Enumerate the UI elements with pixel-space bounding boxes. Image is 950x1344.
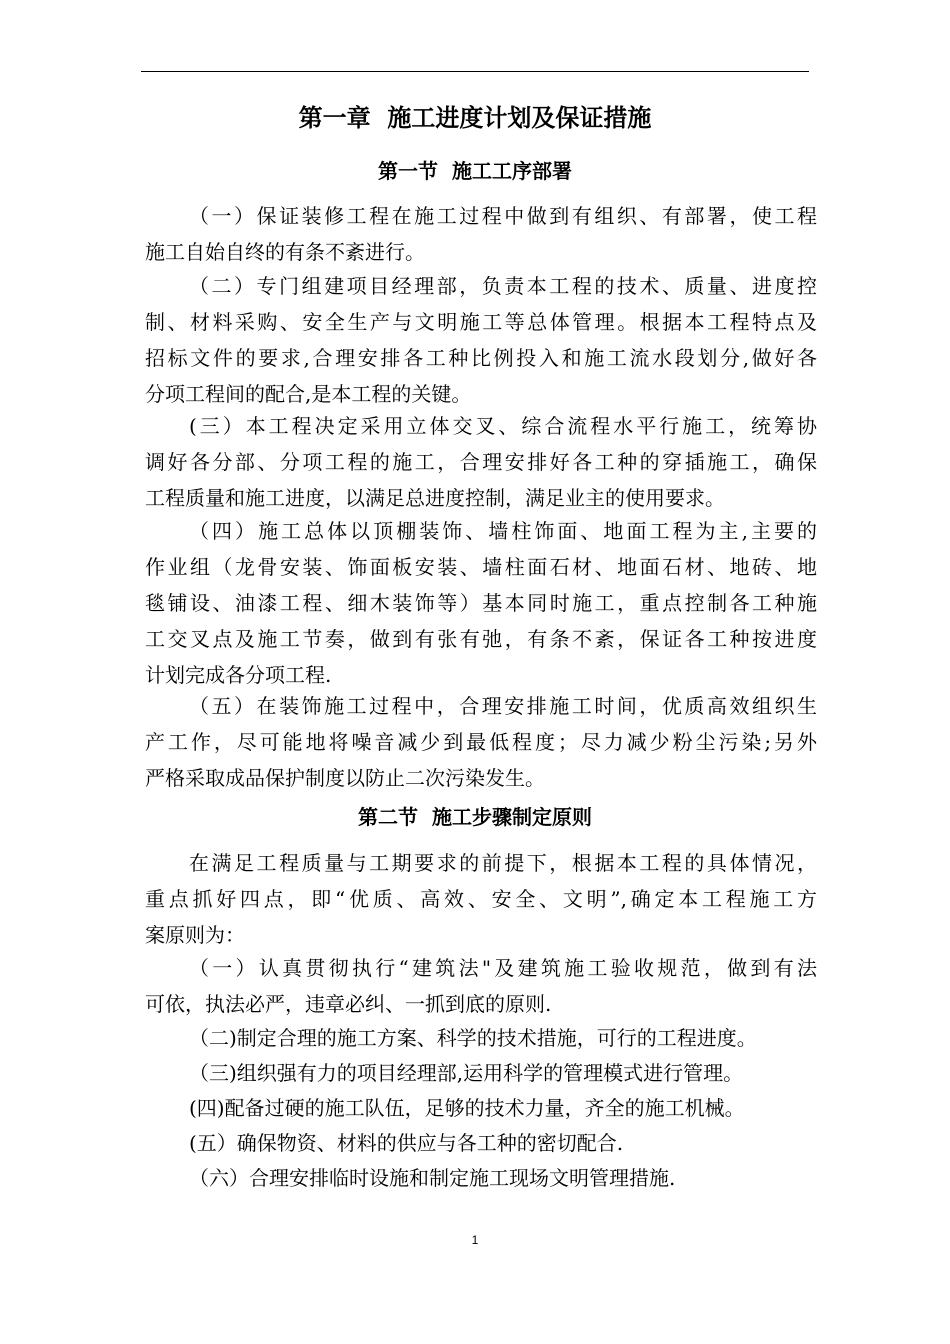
paragraph-line: （二）专门组建项目经理部，负责本工程的技术、质量、进度控 (189, 274, 817, 298)
header-rule (141, 71, 809, 72)
paragraph-line: 作业组（龙骨安装、饰面板安装、墙柱面石材、地面石材、地砖、地 (145, 555, 817, 579)
paragraph-line: 制、材料采购、安全生产与文明施工等总体管理。根据本工程特点及 (145, 310, 817, 334)
paragraph-line: 分项工程间的配合,是本工程的关键。 (145, 382, 472, 406)
paragraph-line: (三）本工程决定采用立体交叉、综合流程水平行施工，统筹协 (189, 414, 817, 438)
paragraph (145, 1160, 817, 1196)
paragraph (145, 845, 817, 953)
paragraph-line: 招标文件的要求,合理安排各工种比例投入和施工流水段划分,做好各 (145, 346, 817, 370)
paragraph (145, 268, 817, 412)
paragraph-line: 在满足工程质量与工期要求的前提下，根据本工程的具体情况， (189, 851, 817, 875)
paragraph-line: 重点抓好四点，即“优质、高效、安全、文明”,确定本工程施工方 (145, 887, 817, 911)
paragraph (145, 950, 817, 1022)
paragraph-line: （一）保证装修工程在施工过程中做到有组织、有部署，使工程 (189, 204, 817, 228)
paragraph-line: 计划完成各分项工程. (145, 663, 332, 687)
paragraph (145, 408, 817, 516)
paragraph-line: 案原则为： (145, 923, 245, 947)
paragraph-line: 严格采取成品保护制度以防止二次污染发生。 (145, 766, 545, 790)
paragraph-line: （五）在装饰施工过程中，合理安排施工时间，优质高效组织生 (189, 694, 817, 718)
paragraph (145, 1055, 817, 1091)
page-number: 1 (471, 1233, 479, 1247)
paragraph-line: （四）施工总体以顶棚装饰、墙柱饰面、地面工程为主,主要的 (189, 519, 817, 543)
paragraph (145, 198, 817, 270)
chapter-title: 第一章 施工进度计划及保证措施 (298, 104, 652, 132)
paragraph-line: (四)配备过硬的施工队伍，足够的技术力量，齐全的施工机械。 (189, 1096, 745, 1120)
paragraph (145, 1125, 817, 1161)
paragraph (145, 513, 817, 693)
section-title: 第二节 施工步骤制定原则 (358, 805, 592, 829)
paragraph-line: （六）合理安排临时设施和制定施工现场文明管理措施. (189, 1166, 676, 1190)
paragraph (145, 1090, 817, 1126)
section-title: 第一节 施工工序部署 (378, 159, 572, 183)
paragraph-line: 施工自始自终的有条不紊进行。 (145, 240, 425, 264)
paragraph-line: 工交叉点及施工节奏，做到有张有弛，有条不紊，保证各工种按进度 (145, 627, 817, 651)
paragraph-line: 产工作，尽可能地将噪音减少到最低程度；尽力减少粉尘污染;另外 (145, 730, 817, 754)
paragraph-line: 毯铺设、油漆工程、细木装饰等）基本同时施工，重点控制各工种施 (145, 591, 817, 615)
paragraph-line: (五）确保物资、材料的供应与各工种的密切配合. (189, 1131, 624, 1155)
paragraph-line: 可依，执法必严，违章必纠、一抓到底的原则. (145, 992, 552, 1016)
paragraph-line: （三)组织强有力的项目经理部,运用科学的管理模式进行管理。 (189, 1061, 744, 1085)
paragraph-line: 工程质量和施工进度，以满足总进度控制，满足业主的使用要求。 (145, 486, 725, 510)
paragraph-line: （一）认真贯彻执行“建筑法"及建筑施工验收规范，做到有法 (189, 956, 817, 980)
paragraph-line: 调好各分部、分项工程的施工，合理安排好各工种的穿插施工，确保 (145, 450, 817, 474)
paragraph-line: （二)制定合理的施工方案、科学的技术措施，可行的工程进度。 (189, 1026, 757, 1050)
paragraph (145, 1020, 817, 1056)
paragraph (145, 688, 817, 796)
